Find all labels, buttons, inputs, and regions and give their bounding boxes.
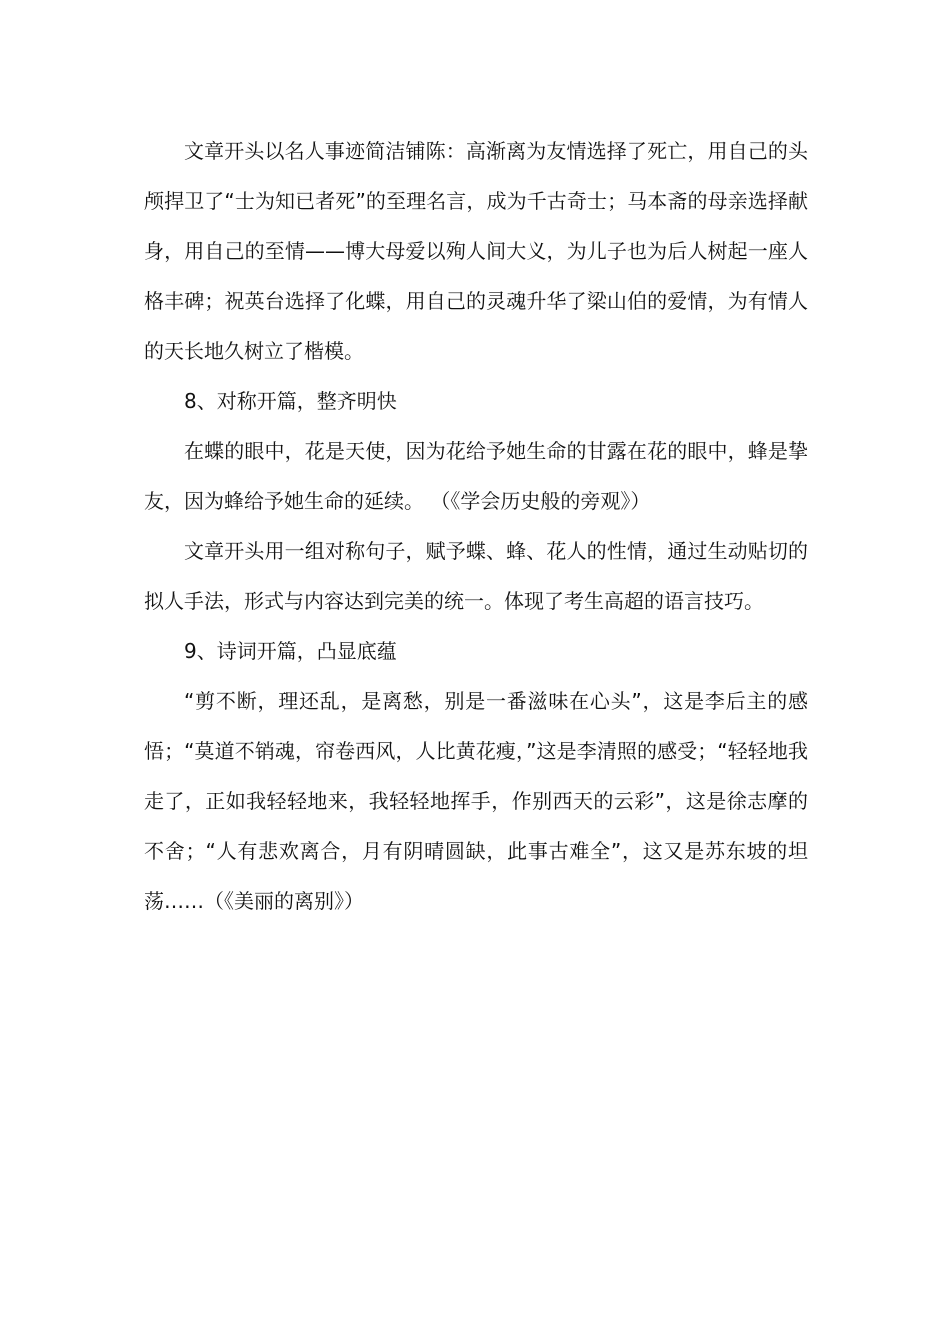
paragraph-celebrity-example-analysis: 文章开头以名人事迹简洁铺陈：高渐离为友情选择了死亡，用自己的头颅捍卫了“士为知已者死”的至理名言，成为千古奇士；马本斋的母亲选择献身，用自己的至情——博大母爱以殉人间大义，为儿子也为后人树起一座人格丰碑；祝英台选择了化蝶，用自己的灵魂升华了梁山伯的爱情，为有情人的天长地久树立了楷模。 [144,139,808,363]
section-heading-8: 8、对称开篇，整齐明快 [184,389,397,413]
document-body [144,126,808,926]
paragraph-butterfly-example: 在蝶的眼中，花是天使，因为花给予她生命的甘露在花的眼中，蜂是挚友，因为蜂给予她生命的延续。 （《学会历史般的旁观》） [144,439,808,513]
paragraph-symmetry-analysis: 文章开头用一组对称句子，赋予蝶、蜂、花人的性情，通过生动贴切的拟人手法，形式与内容达到完美的统一。体现了考生高超的语言技巧。 [144,539,808,613]
section-heading-9: 9、诗词开篇，凸显底蕴 [184,639,397,663]
paragraph-poetry-example: “剪不断，理还乱，是离愁，别是一番滋味在心头”，这是李后主的感悟；“莫道不销魂，帘卷西风，人比黄花瘦，”这是李清照的感受；“轻轻地我走了，正如我轻轻地来，我轻轻地挥手，作别西天的云彩”，这是徐志摩的不舍；“人有悲欢离合，月有阴晴圆缺，此事古难全”，这又是苏东坡的坦荡……（《美丽的离别》） [144,689,808,913]
